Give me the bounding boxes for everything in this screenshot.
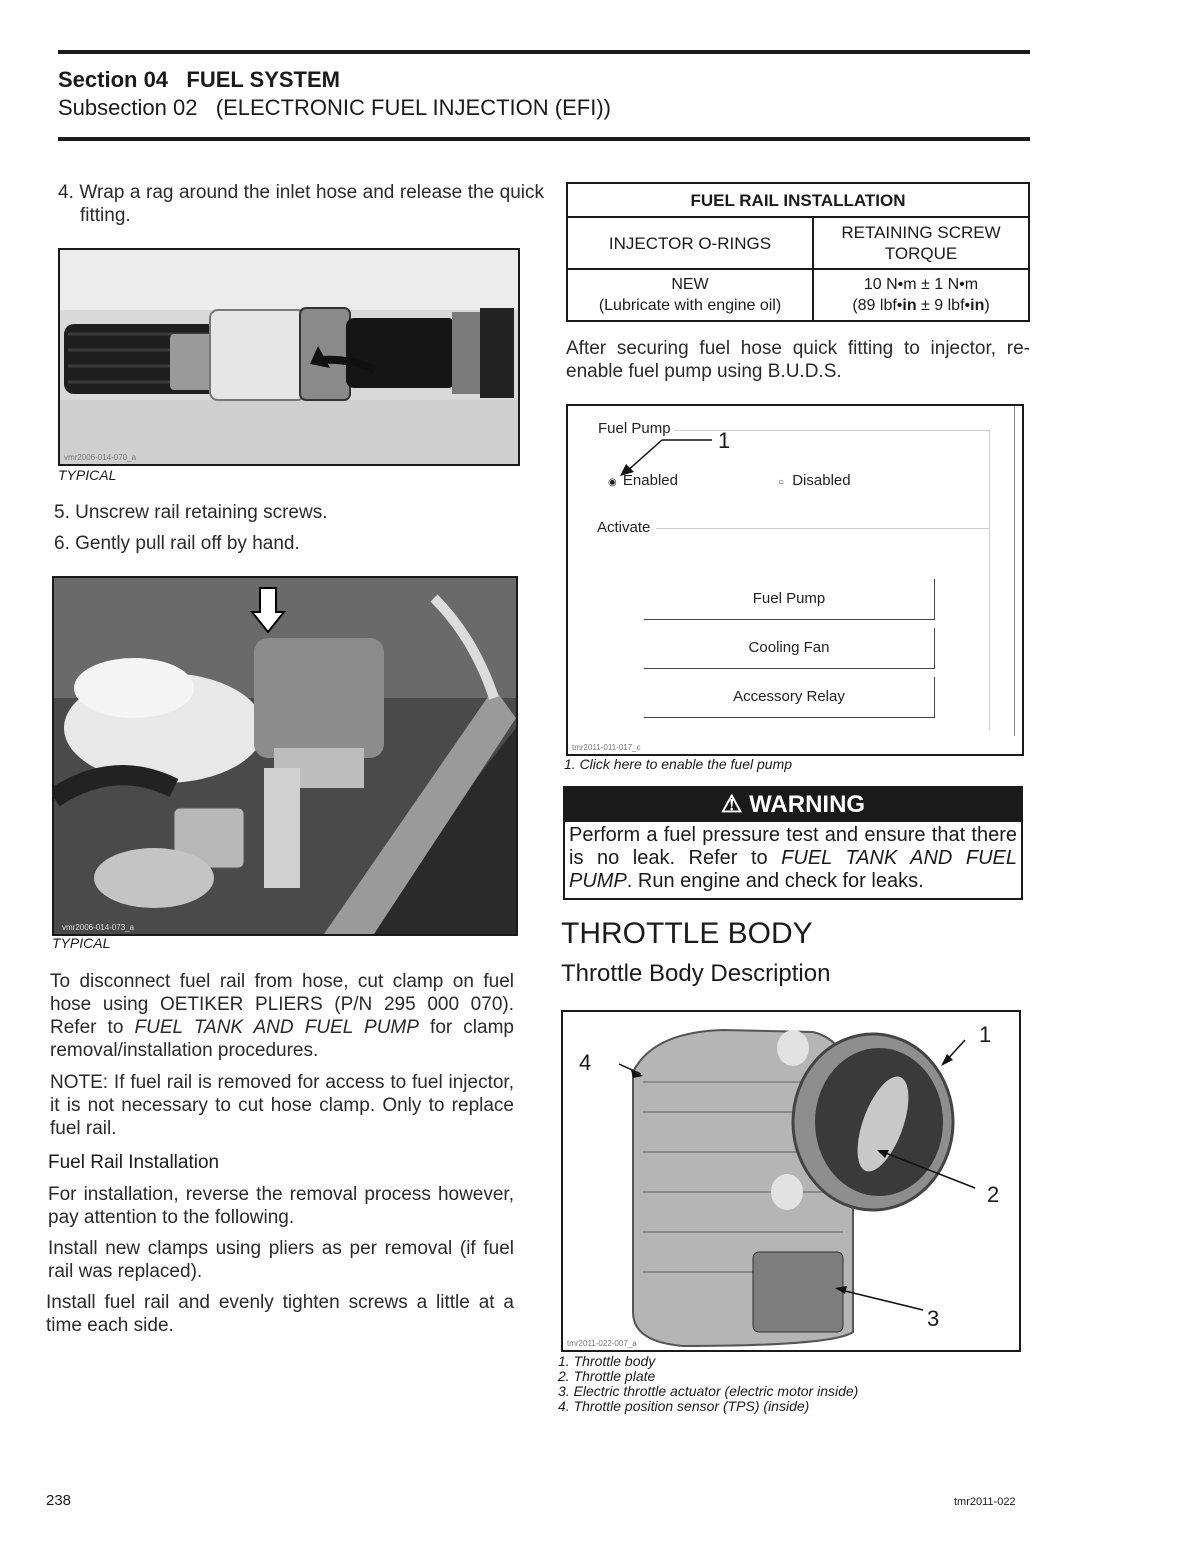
heading-throttle-body: THROTTLE BODY — [561, 917, 813, 950]
cell-line: NEW — [671, 276, 709, 293]
cross-reference: FUEL TANK AND FUEL PUMP — [134, 1017, 419, 1038]
callout-number: 3 — [927, 1306, 940, 1331]
table-row — [567, 269, 1029, 321]
figure-code: tmr2011-011-017_c — [572, 743, 641, 752]
header-line: RETAINING SCREW — [841, 223, 1001, 242]
warning-body — [565, 822, 1021, 895]
table-header-row — [567, 217, 1029, 269]
legend-item: 3. Electric throttle actuator (electric motor inside) — [558, 1383, 859, 1399]
paragraph-tighten: Install fuel rail and evenly tighten screws a little at a time each side. — [46, 1292, 514, 1336]
radio-unselected-icon: ○ — [778, 477, 785, 488]
paragraph-installation: For installation, reverse the removal process however, pay attention to the following. — [48, 1184, 514, 1228]
callout-number: 4 — [579, 1050, 592, 1075]
step-5: 5. Unscrew rail retaining screws. — [54, 502, 328, 523]
header-line: TORQUE — [884, 244, 958, 263]
warning-icon: ⚠ — [720, 791, 743, 818]
enabled-radio[interactable] — [608, 472, 678, 489]
disabled-radio[interactable] — [778, 472, 851, 489]
figure-hose-photo — [58, 248, 520, 466]
hose-photo — [60, 250, 518, 464]
heading-throttle-body-description: Throttle Body Description — [561, 960, 831, 987]
legend-item: 2. Throttle plate — [558, 1368, 656, 1384]
text-run: Perform a fuel pressure test and ensure that there is no leak. Refer to — [569, 824, 1017, 869]
figure-legend — [558, 1354, 1018, 1414]
activate-group-line — [656, 528, 990, 529]
subsection-title: Subsection 02 (ELECTRONIC FUEL INJECTION (EFI)) — [58, 95, 611, 120]
figure-code: vmr2006-014-070_a — [64, 453, 137, 462]
cell-line — [818, 295, 1024, 316]
legend-item: 1. Throttle body — [558, 1353, 656, 1369]
text-run: in — [902, 297, 917, 314]
fuel-pump-group-label: Fuel Pump — [598, 420, 671, 437]
callout-number: 1 — [718, 428, 731, 453]
header-top-rule — [58, 50, 1030, 54]
note-paragraph — [50, 1071, 514, 1140]
text-run: (89 lbf• — [852, 297, 903, 314]
subheading-fuel-rail-installation: Fuel Rail Installation — [48, 1152, 220, 1173]
figure-code: vmr2006-014-073_a — [62, 923, 135, 932]
disabled-label: Disabled — [792, 472, 851, 489]
warning-title: WARNING — [749, 791, 866, 818]
fuel-rail-installation-table — [566, 182, 1030, 322]
figure-throttle-body — [561, 1010, 1021, 1352]
warning-box — [563, 786, 1023, 900]
text-run: . Run engine and check for leaks. — [626, 870, 924, 892]
figure-caption: TYPICAL — [58, 467, 117, 483]
table-title: FUEL RAIL INSTALLATION — [567, 183, 1029, 217]
groupbox-right — [989, 430, 990, 730]
enabled-label: Enabled — [622, 472, 678, 489]
paragraph-after-securing: After securing fuel hose quick fitting to injector, re-enable fuel pump using B.U.D.S. — [566, 338, 1030, 382]
table-header-cell — [813, 217, 1029, 269]
cell-line: 10 N•m ± 1 N•m — [863, 276, 979, 293]
note-label: NOTE: — [50, 1072, 109, 1093]
text-run: for clamp removal/installation procedures. — [50, 1017, 514, 1061]
page-number: 238 — [46, 1492, 72, 1509]
paragraph-clamps: Install new clamps using pliers as per removal (if fuel rail was replaced). — [48, 1238, 514, 1282]
callout-number: 2 — [987, 1182, 1000, 1207]
buds-caption: 1. Click here to enable the fuel pump — [564, 756, 793, 772]
section-title: Section 04 FUEL SYSTEM — [58, 67, 340, 92]
doc-code: tmr2011-022 — [954, 1496, 1016, 1508]
callout-number: 1 — [979, 1022, 992, 1047]
cross-reference: FUEL TANK AND FUEL PUMP — [569, 847, 1017, 892]
text-run: ) — [984, 297, 990, 314]
table-title-row — [567, 183, 1029, 217]
buds-scrollbar-line — [1014, 406, 1015, 736]
step-6: 6. Gently pull rail off by hand. — [54, 533, 300, 554]
header-bottom-rule — [58, 137, 1030, 141]
rail-photo — [54, 578, 516, 934]
text-run: ± 9 lbf• — [916, 297, 971, 314]
step-4: 4. Wrap a rag around the inlet hose and release the quick fitting. — [58, 182, 544, 226]
activate-group-label: Activate — [597, 519, 651, 536]
radio-selected-icon: ◉ — [608, 477, 617, 488]
legend-item: 4. Throttle position sensor (TPS) (inside) — [558, 1398, 810, 1414]
paragraph-disconnect — [50, 970, 514, 1062]
buds-screenshot — [566, 404, 1024, 756]
throttle-body-photo — [563, 1012, 1019, 1350]
cell-line: (Lubricate with engine oil) — [598, 297, 782, 314]
text-run: To disconnect fuel rail from hose, cut clamp on fuel hose using OETIKER PLIERS (P/N 295 000 070). Refer to — [50, 971, 514, 1038]
warning-header — [565, 788, 1021, 822]
accessory-relay-button[interactable]: Accessory Relay — [644, 677, 935, 718]
table-cell — [813, 269, 1029, 321]
fuel-pump-button[interactable]: Fuel Pump — [644, 579, 935, 620]
figure-rail-photo — [52, 576, 518, 936]
text-run: in — [970, 297, 985, 314]
figure-code: tmr2011-022-007_a — [567, 1339, 637, 1348]
table-header-cell: INJECTOR O-RINGS — [567, 217, 813, 269]
figure-caption: TYPICAL — [52, 935, 111, 951]
note-text: If fuel rail is removed for access to fuel injector, it is not necessary to cut hose clamp. Only to replace fuel rail. — [50, 1072, 514, 1139]
table-cell — [567, 269, 813, 321]
cooling-fan-button[interactable]: Cooling Fan — [644, 628, 935, 669]
